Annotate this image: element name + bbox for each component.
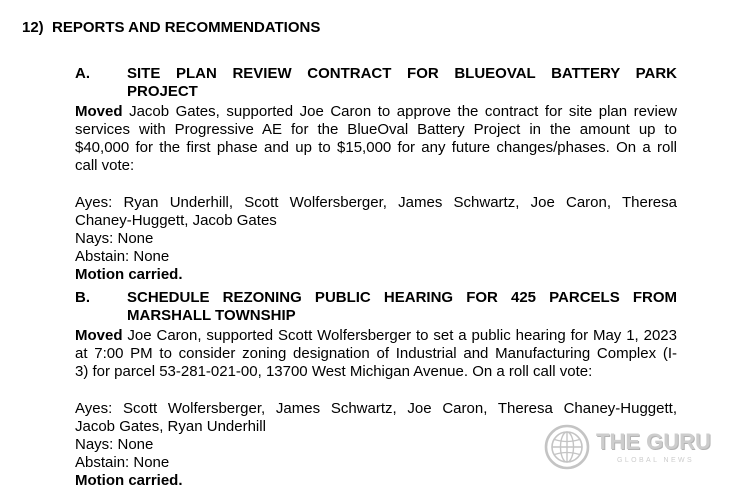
- section-title-line: SITE PLAN REVIEW CONTRACT FOR BLUEOVAL BATTERY PARK: [127, 65, 677, 82]
- motion-lead: Moved: [75, 327, 123, 344]
- motion-line: [75, 103, 677, 121]
- motion-line: at 7:00 PM to consider zoning designation of Industrial and Manufacturing Complex (I-: [75, 345, 677, 362]
- motion-lead: Moved: [75, 103, 123, 120]
- motion-paragraph: [75, 103, 677, 175]
- globe-icon: [544, 424, 590, 470]
- section-a-title: [127, 65, 677, 101]
- ayes-line: Jacob Gates, Ryan Underhill: [75, 418, 266, 435]
- watermark-brand: THE GURU: [596, 429, 711, 454]
- nays-line: Nays: None: [75, 230, 154, 247]
- agenda-item-title: REPORTS AND RECOMMENDATIONS: [52, 19, 321, 36]
- watermark-tagline: GLOBAL NEWS: [617, 457, 695, 464]
- section-b-title: [127, 289, 677, 325]
- section-b-header: [75, 289, 677, 325]
- section-b-label: B.: [75, 289, 90, 306]
- section-title-line: PROJECT: [127, 83, 198, 100]
- motion-line-text: Joe Caron, supported Scott Wolfersberger to set a public hearing for May 1, 2023: [127, 327, 677, 344]
- abstain-line: Abstain: None: [75, 248, 170, 265]
- motion-paragraph: [75, 327, 677, 381]
- roll-call-votes: [75, 194, 677, 284]
- ayes-line: Ayes: Scott Wolfersberger, James Schwartz, Joe Caron, Theresa Chaney-Huggett,: [75, 400, 677, 417]
- section-title-line: SCHEDULE REZONING PUBLIC HEARING FOR 425 PARCELS FROM: [127, 289, 677, 306]
- abstain-line: Abstain: None: [75, 454, 170, 471]
- agenda-heading: [22, 19, 320, 37]
- motion-line: $40,000 for the first phase and up to $15,000 for any future changes/phases. On a roll: [75, 139, 677, 156]
- agenda-item-number: 12): [22, 19, 44, 36]
- section-a-header: [75, 65, 677, 101]
- motion-result: Motion carried.: [75, 472, 183, 489]
- section-a: [75, 65, 677, 284]
- motion-line-text: Jacob Gates, supported Joe Caron to approve the contract for site plan review: [129, 103, 677, 120]
- section-a-label: A.: [75, 65, 90, 82]
- motion-result: Motion carried.: [75, 266, 183, 283]
- section-title-line: MARSHALL TOWNSHIP: [127, 307, 296, 324]
- ayes-line: Ayes: Ryan Underhill, Scott Wolfersberger, James Schwartz, Joe Caron, Theresa: [75, 194, 677, 211]
- motion-line: [75, 327, 677, 345]
- motion-line: 3) for parcel 53-281-021-00, 13700 West Michigan Avenue. On a roll call vote:: [75, 363, 593, 380]
- nays-line: Nays: None: [75, 436, 154, 453]
- ayes-line: Chaney-Huggett, Jacob Gates: [75, 212, 277, 229]
- motion-line: call vote:: [75, 157, 135, 174]
- watermark: [544, 424, 719, 474]
- motion-line: services with Progressive AE for the BlueOval Battery Project in the amount up to: [75, 121, 677, 138]
